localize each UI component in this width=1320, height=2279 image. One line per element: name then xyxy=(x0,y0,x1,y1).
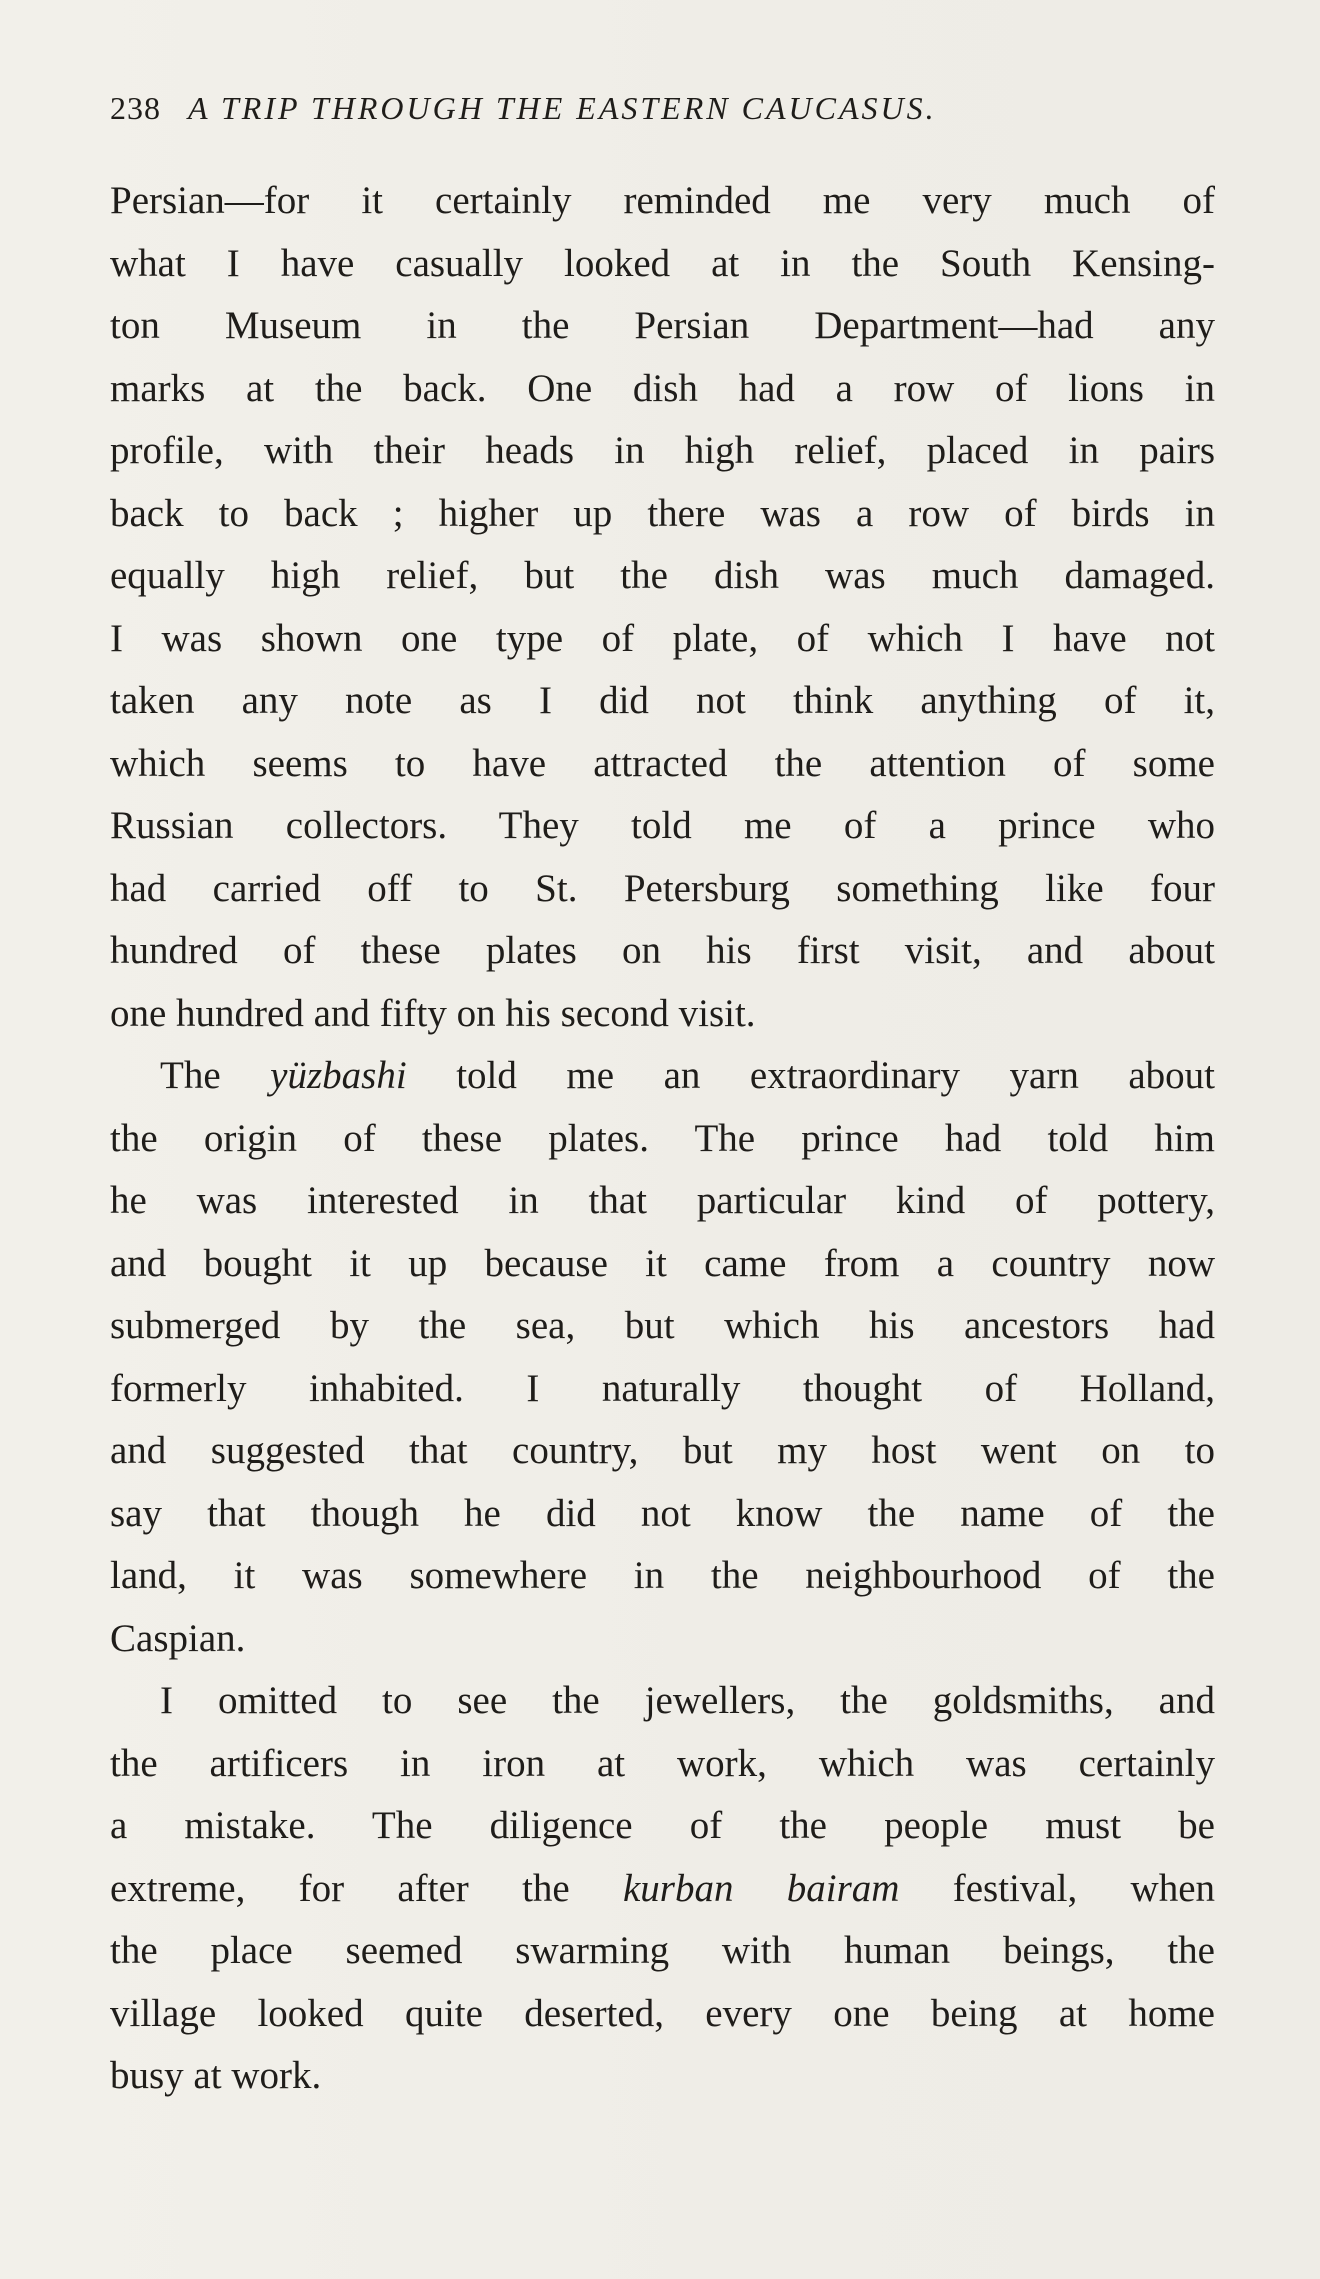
text-segment: formerly inhabited. I naturally thought of Holland, xyxy=(110,1366,1215,1410)
text-line xyxy=(110,545,1215,608)
running-header xyxy=(110,90,1210,127)
text-line xyxy=(110,1420,1215,1483)
page-number: 238 xyxy=(110,90,161,126)
text-segment: say that though he did not know the name of the xyxy=(110,1491,1215,1535)
text-line xyxy=(110,1608,1215,1671)
text-line xyxy=(110,1233,1215,1296)
text-segment: the artificers in iron at work, which was certainly xyxy=(110,1741,1215,1785)
text-segment: Russian collectors. They told me of a prince who xyxy=(110,804,1215,847)
text-segment: told me an extraordinary yarn about xyxy=(406,1054,1215,1097)
text-line xyxy=(110,233,1215,296)
text-line xyxy=(110,983,1215,1046)
text-segment: profile, with their heads in high relief, placed in pairs xyxy=(110,429,1215,472)
running-title: A TRIP THROUGH THE EASTERN CAUCASUS. xyxy=(188,90,937,126)
text-line xyxy=(110,1295,1215,1358)
text-line xyxy=(110,1858,1215,1921)
text-line xyxy=(110,483,1215,546)
text-line xyxy=(110,170,1215,233)
text-line xyxy=(110,358,1215,421)
text-segment: and bought it up because it came from a country now xyxy=(110,1241,1215,1285)
text-segment: one hundred and fifty on his second visit. xyxy=(110,991,756,1035)
text-line xyxy=(110,1920,1215,1983)
text-line xyxy=(110,1045,1215,1108)
text-segment: and suggested that country, but my host went on to xyxy=(110,1429,1215,1472)
body-text xyxy=(110,170,1215,2108)
text-line xyxy=(110,420,1215,483)
text-segment: he was interested in that particular kind of pottery, xyxy=(110,1179,1215,1222)
text-segment: submerged by the sea, but which his ancestors had xyxy=(110,1304,1215,1347)
text-segment: back to back ; higher up there was a row of birds in xyxy=(110,491,1215,535)
text-segment: festival, when xyxy=(899,1866,1216,1910)
text-line xyxy=(110,1358,1215,1421)
text-segment: Caspian. xyxy=(110,1616,246,1660)
text-line xyxy=(110,670,1215,733)
text-line xyxy=(110,1108,1215,1171)
text-segment: equally high relief, but the dish was much damaged. xyxy=(110,554,1215,597)
text-line xyxy=(110,1483,1215,1546)
text-line xyxy=(110,858,1215,921)
text-segment: which seems to have attracted the attention of some xyxy=(110,741,1215,785)
text-line xyxy=(110,920,1215,983)
text-line xyxy=(110,608,1215,671)
text-line xyxy=(110,1733,1215,1796)
text-segment: what I have casually looked at in the South Kensing- xyxy=(110,241,1215,285)
text-segment: hundred of these plates on his first visit, and about xyxy=(110,929,1215,972)
text-segment: I was shown one type of plate, of which I have not xyxy=(110,616,1215,660)
text-line xyxy=(110,295,1215,358)
text-segment: The xyxy=(160,1054,271,1097)
text-line xyxy=(110,1795,1215,1858)
text-segment: I omitted to see the jewellers, the goldsmiths, and xyxy=(160,1679,1215,1722)
text-line xyxy=(110,1545,1215,1608)
text-segment: marks at the back. One dish had a row of lions in xyxy=(110,366,1215,410)
text-segment: the origin of these plates. The prince had told him xyxy=(110,1116,1215,1160)
text-segment: a mistake. The diligence of the people must be xyxy=(110,1804,1215,1847)
text-line xyxy=(110,1983,1215,2046)
text-segment: village looked quite deserted, every one being at home xyxy=(110,1991,1215,2035)
text-segment: land, it was somewhere in the neighbourhood of the xyxy=(110,1554,1215,1597)
text-line xyxy=(110,795,1215,858)
text-line xyxy=(110,2045,1215,2108)
italic-term: yüzbashi xyxy=(270,1054,407,1097)
text-segment: had carried off to St. Petersburg something like four xyxy=(110,866,1215,910)
italic-term: kurban bairam xyxy=(623,1866,900,1910)
text-segment: ton Museum in the Persian Department—had any xyxy=(110,304,1215,347)
text-line xyxy=(110,1170,1215,1233)
text-line xyxy=(110,1670,1215,1733)
text-segment: busy at work. xyxy=(110,2054,322,2097)
text-segment: Persian—for it certainly reminded me very much of xyxy=(110,179,1215,222)
text-segment: extreme, for after the xyxy=(110,1866,623,1910)
text-segment: taken any note as I did not think anything of it, xyxy=(110,679,1215,722)
text-segment: the place seemed swarming with human beings, the xyxy=(110,1929,1215,1972)
text-line xyxy=(110,733,1215,796)
